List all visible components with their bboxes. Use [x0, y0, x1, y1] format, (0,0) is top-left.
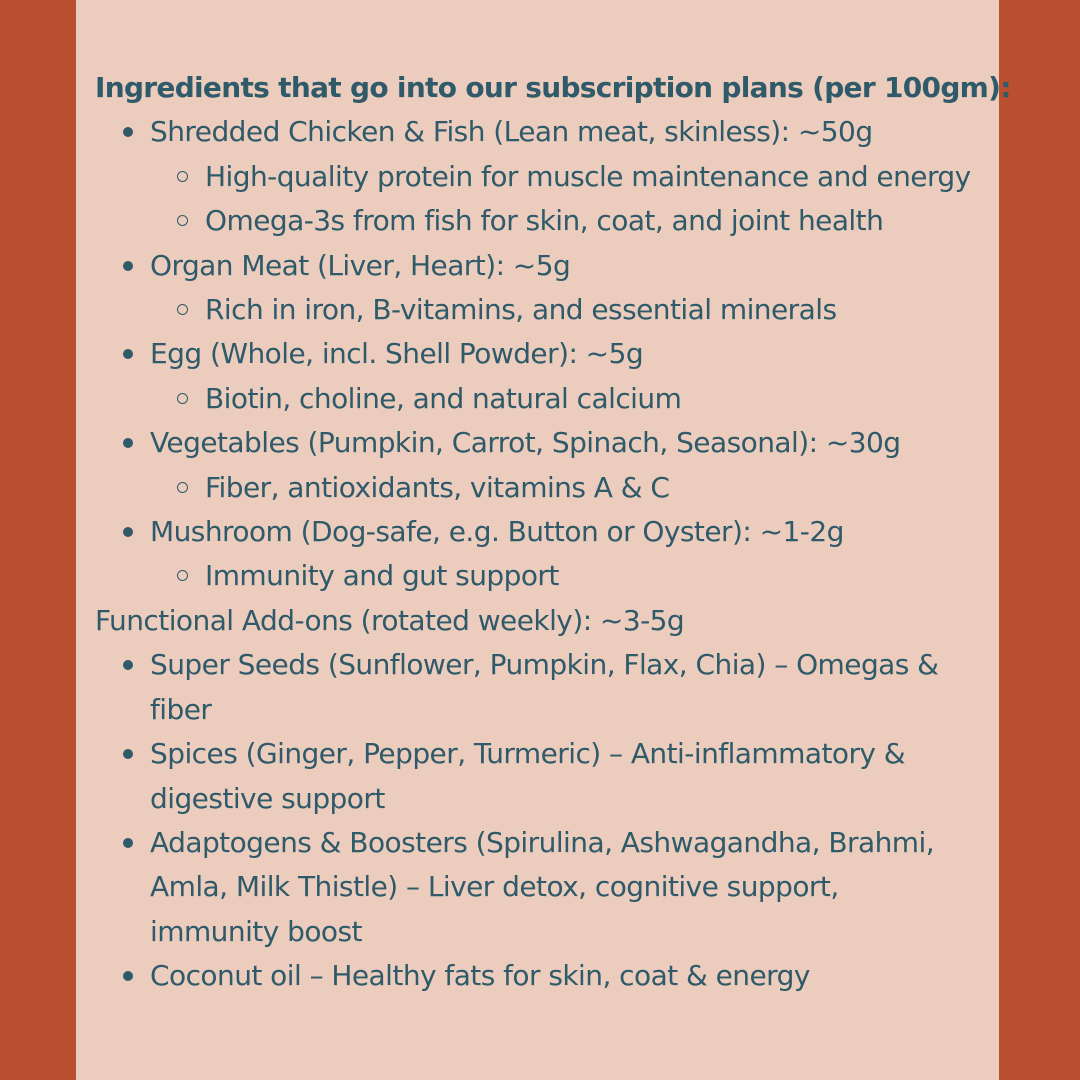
content-panel	[76, 0, 1011, 1080]
benefits-list	[150, 288, 995, 332]
addon-text: Super Seeds (Sunflower, Pumpkin, Flax, Chia) – Omegas & fiber	[150, 648, 939, 726]
benefit-text: Rich in iron, B-vitamins, and essential minerals	[205, 293, 837, 327]
bullet-disc-icon	[123, 527, 133, 537]
addon-item-spices	[95, 732, 995, 821]
ingredients-document	[95, 66, 1011, 999]
addons-list	[95, 643, 995, 998]
ingredient-item-chicken-fish	[95, 110, 995, 243]
ingredient-item-organ-meat	[95, 244, 995, 333]
benefit-text: Fiber, antioxidants, vitamins A & C	[205, 470, 670, 504]
addon-text: Adaptogens & Boosters (Spirulina, Ashwagandha, Brahmi, Amla, Milk Thistle) – Liver detox, cognitive support, immunity boost	[150, 825, 935, 948]
addon-item-coconut-oil	[95, 954, 995, 998]
bullet-disc-icon	[123, 438, 133, 448]
bullet-disc-icon	[123, 971, 133, 981]
addon-item-super-seeds	[95, 643, 995, 732]
benefits-list	[150, 155, 995, 244]
bullet-disc-icon	[123, 838, 133, 848]
benefit-item	[150, 155, 995, 199]
ingredient-label: Shredded Chicken & Fish (Lean meat, skinless): ~50g	[150, 115, 873, 149]
addon-item-adaptogens	[95, 821, 995, 954]
bullet-circle-icon	[177, 171, 188, 182]
benefit-text: Biotin, choline, and natural calcium	[205, 381, 682, 415]
benefit-text: Omega-3s from fish for skin, coat, and joint health	[205, 204, 884, 238]
benefit-item	[150, 377, 995, 421]
bullet-circle-icon	[177, 304, 188, 315]
bullet-disc-icon	[123, 349, 133, 359]
bullet-disc-icon	[123, 127, 133, 137]
ingredient-label: Mushroom (Dog-safe, e.g. Button or Oyster): ~1-2g	[150, 515, 844, 549]
ingredient-label: Vegetables (Pumpkin, Carrot, Spinach, Seasonal): ~30g	[150, 426, 901, 460]
ingredient-label: Organ Meat (Liver, Heart): ~5g	[150, 248, 571, 282]
bullet-circle-icon	[177, 482, 188, 493]
ingredients-list	[95, 110, 995, 598]
bullet-disc-icon	[123, 660, 133, 670]
benefit-text: High-quality protein for muscle maintenance and energy	[205, 159, 971, 193]
benefit-item	[150, 466, 995, 510]
bullet-disc-icon	[123, 261, 133, 271]
benefit-item	[150, 554, 995, 598]
ingredient-item-egg	[95, 332, 995, 421]
benefit-item	[150, 199, 995, 243]
addons-heading: Functional Add-ons (rotated weekly): ~3-5g	[95, 603, 685, 637]
ingredient-label: Egg (Whole, incl. Shell Powder): ~5g	[150, 337, 644, 371]
ingredient-item-mushroom	[95, 510, 995, 599]
benefit-item	[150, 288, 995, 332]
ingredients-heading: Ingredients that go into our subscription plans (per 100gm):	[95, 71, 1011, 104]
ingredient-item-vegetables	[95, 421, 995, 510]
addon-text: Spices (Ginger, Pepper, Turmeric) – Anti-inflammatory & digestive support	[150, 737, 906, 815]
benefits-list	[150, 466, 995, 510]
benefit-text: Immunity and gut support	[205, 559, 559, 593]
benefits-list	[150, 377, 995, 421]
bullet-circle-icon	[177, 570, 188, 581]
bullet-disc-icon	[123, 749, 133, 759]
bullet-circle-icon	[177, 215, 188, 226]
benefits-list	[150, 554, 995, 598]
bullet-circle-icon	[177, 393, 188, 404]
addon-text: Coconut oil – Healthy fats for skin, coat & energy	[150, 959, 810, 993]
